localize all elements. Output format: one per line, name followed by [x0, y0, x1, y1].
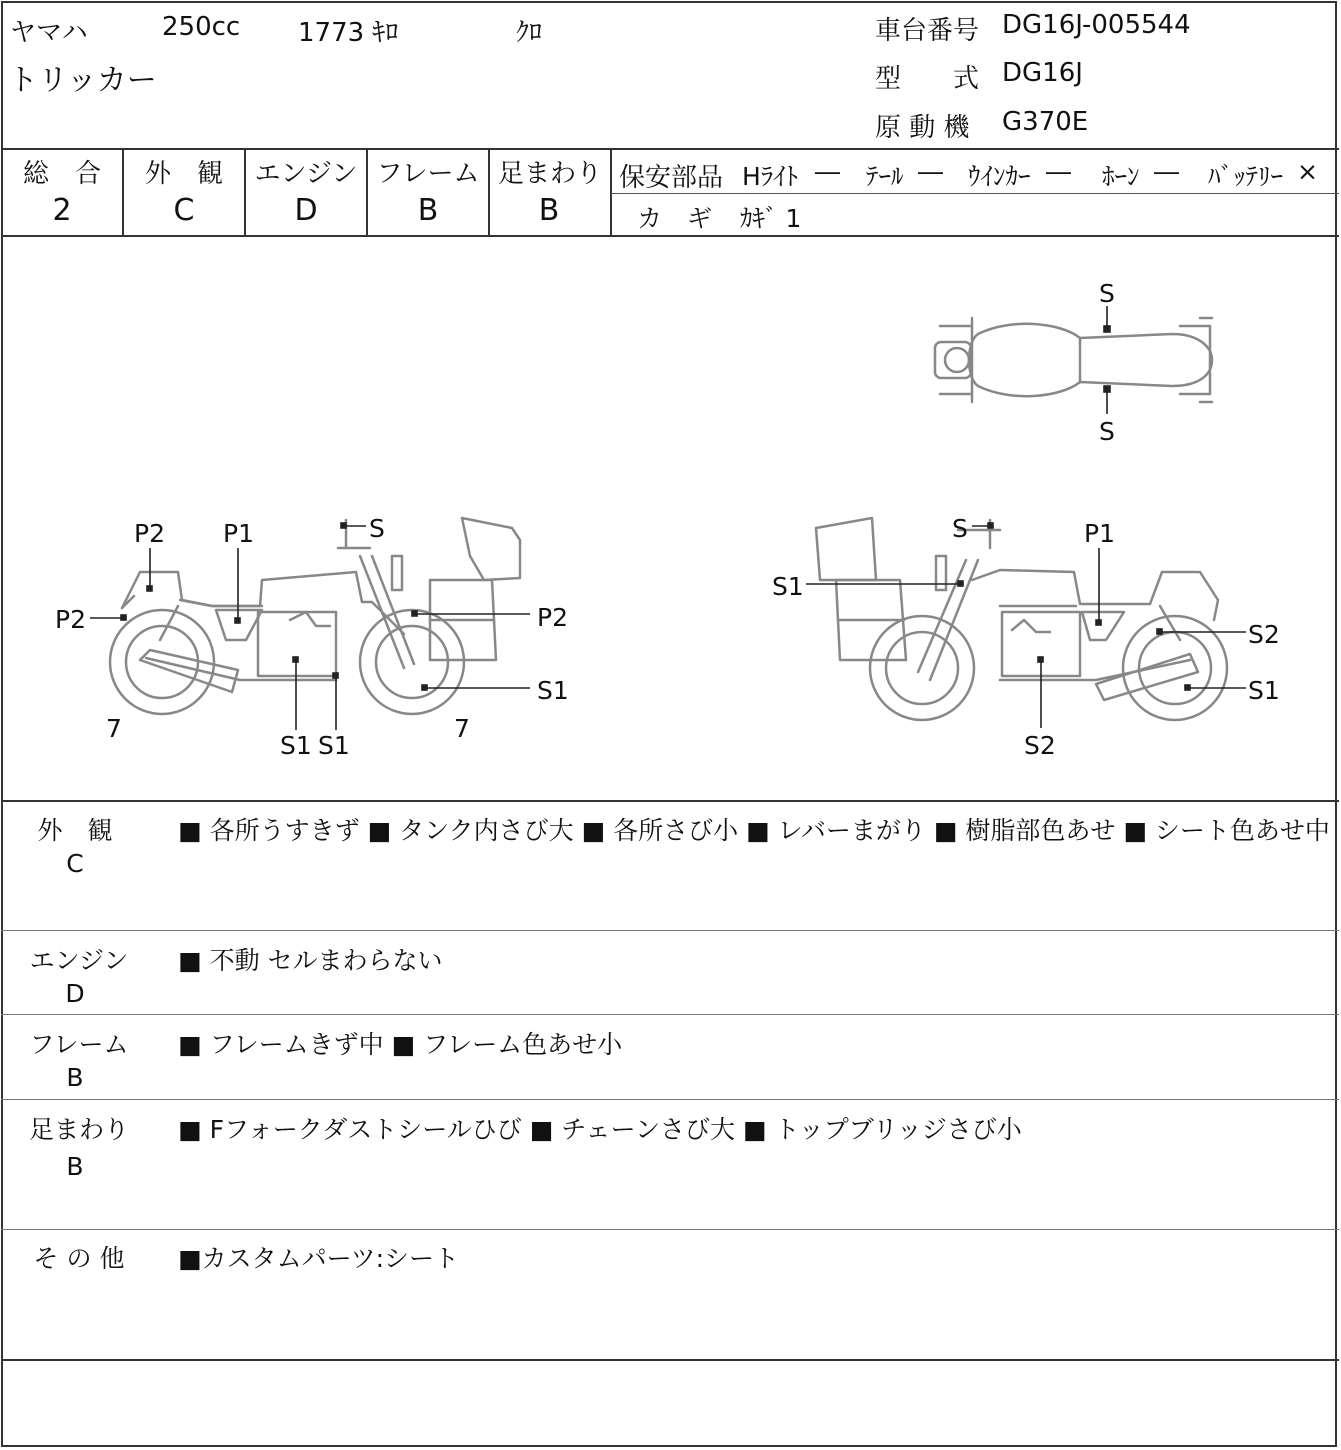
diagram-bottom: [1, 800, 1339, 802]
safety-label: 保安部品: [619, 163, 724, 193]
grade-value-exterior: C: [173, 193, 195, 228]
detail-divider: [1, 1229, 1339, 1230]
left-label-s: S: [369, 514, 385, 543]
grade-label-exterior: 外 観: [144, 159, 223, 189]
chassis-label: 車台番号: [875, 16, 980, 46]
detail-grade-exterior: C: [66, 849, 84, 878]
grade-value-frame: B: [417, 193, 439, 228]
left-label-p2-rear: P2: [55, 605, 86, 634]
safety-tail-status: ―: [918, 157, 943, 186]
footer-divider: [1, 1359, 1339, 1361]
key-label: カ ギ: [637, 204, 713, 233]
safety-headlight-status: ―: [815, 157, 840, 186]
safety-winker: ｳｲﾝｶｰ: [968, 162, 1031, 191]
detail-divider: [1, 1014, 1339, 1015]
grade-label-overall: 総 合: [22, 159, 101, 189]
left-label-p2-front: P2: [537, 603, 568, 632]
detail-label-engine: エンジン: [29, 946, 129, 975]
engine-value: G370E: [1002, 107, 1089, 137]
safety-horn-status: ―: [1154, 157, 1179, 186]
detail-label-suspension: 足まわり: [28, 1115, 129, 1144]
left-label-7-front: 7: [454, 714, 470, 743]
safety-battery: ﾊﾞｯﾃﾘｰ: [1208, 162, 1284, 191]
motorcycle-diagram: [0, 237, 1341, 799]
right-side-view-outline: [816, 518, 1227, 720]
right-label-s2-engine: S2: [1024, 731, 1056, 760]
detail-divider: [1, 1099, 1339, 1100]
right-label-p1: P1: [1084, 519, 1115, 548]
grade-value-suspension: B: [538, 193, 560, 228]
top-view-outline: [935, 318, 1212, 402]
grade-divider: [610, 148, 612, 236]
right-label-s1-rear: S1: [1248, 676, 1280, 705]
safety-horn: ﾎｰﾝ: [1102, 162, 1140, 191]
top-label-s-lower: S: [1099, 417, 1115, 446]
detail-text-suspension: ■ Fフォークダストシールひび ■ チェーンさび大 ■ トップブリッジさび小: [178, 1115, 1022, 1144]
color: ｸﾛ: [516, 18, 543, 48]
left-side-view-outline: [110, 518, 520, 714]
detail-text-other: ■カスタムパーツ:シート: [178, 1244, 460, 1273]
safety-winker-status: ―: [1046, 157, 1071, 186]
header-divider: [1, 148, 1339, 150]
left-label-p1: P1: [223, 519, 254, 548]
mileage: 1773 ｷﾛ: [298, 18, 399, 48]
chassis-value: DG16J-005544: [1002, 10, 1191, 40]
right-label-s1-front: S1: [772, 572, 804, 601]
safety-tail: ﾃｰﾙ: [866, 162, 904, 191]
detail-label-frame: フレーム: [29, 1030, 129, 1059]
detail-text-exterior: ■ 各所うすきず ■ タンク内さび大 ■ 各所さび小 ■ レバーまがり ■ 樹脂部色あせ ■ シート色あせ中: [178, 816, 1330, 845]
safety-headlight: Hﾗｲﾄ: [742, 162, 799, 191]
grade-label-frame: フレーム: [376, 159, 480, 189]
detail-label-exterior: 外 観: [37, 816, 113, 845]
maker: ヤマハ: [10, 18, 88, 48]
left-label-p2-top: P2: [134, 519, 165, 548]
right-label-s2-rear: S2: [1248, 620, 1280, 649]
left-label-s1-exhaust: S1: [318, 731, 350, 760]
top-label-s-upper: S: [1099, 279, 1115, 308]
grade-label-engine: エンジン: [254, 159, 358, 189]
detail-grade-engine: D: [65, 979, 85, 1008]
safety-battery-status: ×: [1297, 157, 1318, 186]
grade-value-overall: 2: [52, 193, 72, 228]
key-value: ｶｷﾞ 1: [740, 204, 802, 233]
detail-text-frame: ■ フレームきず中 ■ フレーム色あせ小: [178, 1030, 623, 1059]
detail-text-engine: ■ 不動 セルまわらない: [178, 946, 443, 975]
type-value: DG16J: [1002, 58, 1083, 88]
grade-value-engine: D: [294, 193, 318, 228]
safety-divider: [611, 193, 1339, 194]
grade-label-suspension: 足まわり: [497, 159, 602, 189]
type-label: 型 式: [875, 64, 980, 94]
model-name: トリッカー: [8, 63, 157, 98]
detail-grade-suspension: B: [66, 1152, 84, 1181]
right-label-s: S: [952, 514, 968, 543]
left-label-s1-engine: S1: [280, 731, 312, 760]
left-label-7-rear: 7: [106, 714, 122, 743]
detail-divider: [1, 930, 1339, 931]
displacement: 250cc: [162, 12, 241, 42]
detail-grade-frame: B: [66, 1063, 84, 1092]
engine-label: 原 動 機: [875, 113, 970, 143]
left-label-s1-front: S1: [537, 676, 569, 705]
detail-label-other: そ の 他: [33, 1244, 125, 1273]
